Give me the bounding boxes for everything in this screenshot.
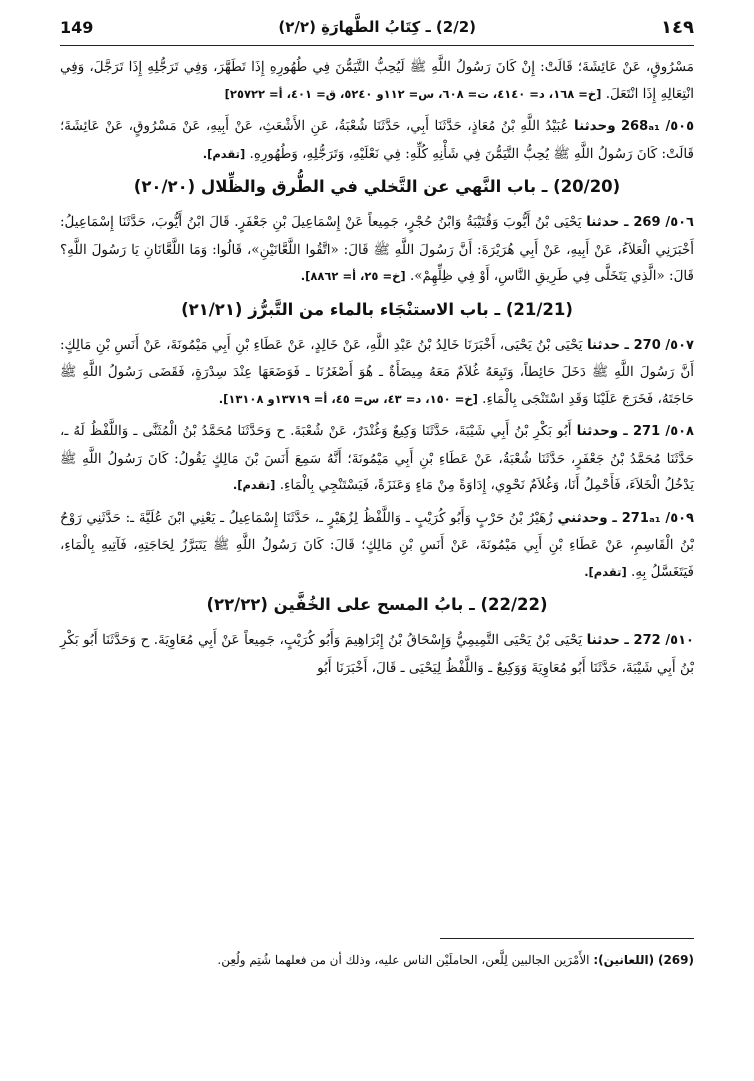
hadith-number: ٥٠٥/ 268ₐ₁ bbox=[621, 119, 695, 134]
footnote-number: (269) bbox=[657, 953, 694, 967]
chapter-heading: (20/20) ـ باب النَّهي عن التَّخلي في الطُّرق والظِّلال (٢٠/٢٠) bbox=[133, 177, 621, 196]
hadith-text: مَسْرُوقٍ، عَنْ عَائِشَةَ؛ قَالَتْ: إِنْ كَانَ رَسُولُ اللَّهِ ﷺ لَيُحِبُّ التَّيَمُّنَ فِي طُهُورِهِ إِذَا تَطَهَّرَ، وَفِي تَرَجُّلِهِ إِذَا تَرَجَّلَ، وَفِي انْتِعَالِهِ إِذَا انْتَعَلَ. bbox=[60, 59, 694, 102]
narration-keyword: حدثنا bbox=[586, 336, 621, 353]
hadith-number: ٥١٠/ 272 ـ bbox=[624, 633, 694, 648]
hadith-text: زُهَيْرُ بْنُ حَرْبٍ وَأَبُو كُرَيْبٍ ـ وَاللَّفْظُ لِزُهَيْرٍ ـ، حَدَّثَنَا إِسْمَاعِيلُ ـ يَعْنِي ابْنَ عُلَيَّةَ ـ: حَدَّثَنِي رَوْحُ بْنُ الْقَاسِمِ، عَنْ عَطَاءِ بْنِ أَبِي مَيْمُونَةَ، عَنْ أَنَسِ بْنِ مَالِكٍ؛ قَالَ: كَانَ رَسُولُ اللَّهِ ﷺ يَتَبَرَّزُ لِحَاجَتِهِ، فَآتِيهِ بِالْمَاءِ، فَيَتَغَسَّلُ بِهِ. bbox=[60, 509, 694, 580]
page-header bbox=[60, 10, 694, 44]
narration-keyword: وحدثني bbox=[557, 509, 608, 526]
footnote-term: (اللعانين): bbox=[593, 953, 655, 967]
footnote-text: الأَمْرَين الجالبين لِلَّعن، الحاملَيْن الناس عليه، وذلك أن من فعلهما شُتِم ولُعِن. bbox=[217, 953, 590, 967]
hadith-paragraph bbox=[60, 209, 694, 290]
hadith-paragraph bbox=[60, 418, 694, 499]
page-number-latin: 149 bbox=[60, 17, 94, 37]
narration-keyword: حدثنا bbox=[586, 632, 620, 648]
hadith-text: يَحْيَى بْنُ أَيُّوبَ وَقُتَيْبَةُ وَابْنُ حُجْرٍ، جَمِيعاً عَنْ إِسْمَاعِيلَ بْنِ جَعْفَرٍ. قَالَ ابْنُ أَيُّوبَ، حَدَّثَنَا إِسْمَاعِيلُ: أَخْبَرَنِي الْعَلاَءُ، عَنْ أَبِيهِ، عَنْ أَبِي هُرَيْرَةَ: أَنَّ رَسُولَ اللَّهِ ﷺ قَالَ: «اتَّقُوا اللَّعَّانَيْنِ»، قَالُوا: وَمَا اللَّعَّانَانِ يَا رَسُولَ اللَّهِ؟ قَالَ: «الَّذِي يَتَخَلَّى فِي طَرِيقِ النَّاسِ، أَوْ فِي ظِلِّهِمْ». bbox=[60, 214, 694, 284]
running-title: (2/2) ـ كِتَابُ الطَّهارَةِ (٢/٢) bbox=[278, 18, 476, 36]
source-reference: [تقدم]. bbox=[584, 564, 627, 579]
hadith-paragraph bbox=[60, 627, 694, 681]
narration-keyword: وحدثنا bbox=[576, 423, 619, 439]
footnote-rule bbox=[440, 938, 694, 939]
hadith-number: ٥٠٧/ 270 ـ bbox=[624, 337, 694, 353]
source-reference: [تقدم]. bbox=[202, 146, 246, 161]
continued-paragraph bbox=[60, 54, 694, 107]
hadith-number: ٥٠٦/ 269 ـ bbox=[624, 215, 694, 230]
hadith-text: يَحْيَى بْنُ يَحْيَى التَّمِيمِيُّ وَإِسْحَاقُ بْنُ إِبْرَاهِيمَ وَأَبُو كُرَيْبٍ، جَمِيعاً عَنْ أَبِي مُعَاوِيَةَ. ح وَحَدَّثَنَا أَبُو بَكْرِ بْنُ أَبِي شَيْبَةَ، حَدَّثَنَا أَبُو مُعَاوِيَةَ وَوَكِيعٌ ـ وَاللَّفْظُ لِيَحْيَى ـ قَالَ، أَخْبَرَنَا أَبُو bbox=[60, 632, 694, 676]
source-reference: [خ= ٢٥، أ= ٨٨٦٢]. bbox=[300, 269, 406, 283]
narration-keyword: حدثنا bbox=[586, 214, 620, 230]
source-reference: [خ= ١٦٨، د= ٤١٤٠، ت= ٦٠٨، س= ١١٢و ٥٢٤٠، ق= ٤٠١، أ= ٢٥٧٢٢] bbox=[224, 86, 602, 101]
hadith-text: عُبَيْدُ اللَّهِ بْنُ مُعَاذٍ، حَدَّثَنَا أَبِي، حَدَّثَنَا شُعْبَةُ، عَنِ الأَشْعَثِ، عَنْ أَبِيهِ، عَنْ مَسْرُوقٍ، عَنْ عَائِشَةَ؛ قَالَتْ: كَانَ رَسُولُ اللَّهِ ﷺ يُحِبُّ التَّيَمُّنَ فِي شَأْنِهِ كُلِّهِ: فِي نَعْلَيْهِ، وَتَرَجُّلِهِ، وَطُهُورِهِ. bbox=[60, 118, 694, 162]
hadith-paragraph bbox=[60, 505, 694, 586]
footnote bbox=[60, 950, 694, 970]
header-rule bbox=[60, 45, 694, 46]
source-reference: [خ= ١٥٠، د= ٤٣، س= ٤٥، أ= ١٣٧١٩و ١٣١٠٨]. bbox=[218, 391, 478, 406]
hadith-text: أَبُو بَكْرِ بْنُ أَبِي شَيْبَةَ، حَدَّثَنَا وَكِيعٌ وَغُنْدَرٌ، عَنْ شُعْبَةَ. ح وَحَدَّثَنَا مُحَمَّدُ بْنُ الْمُثَنَّى ـ وَاللَّفْظُ لَهُ ـ، حَدَّثَنَا مُحَمَّدُ بْنُ جَعْفَرٍ، حَدَّثَنَا شُعْبَةُ، عَنْ عَطَاءِ بْنِ أَبِي مَيْمُونَةَ؛ أَنَّهُ سَمِعَ أَنَسَ بْنَ مَالِكٍ يَقُولُ: كَانَ رَسُولُ اللَّهِ ﷺ يَدْخُلُ الْخَلاَءَ، فَأَحْمِلُ أَنَا، وَغُلاَمٌ نَحْوِي، إِدَاوَةً مِنْ مَاءٍ وَعَنَزَةً، فَيَسْتَنْجِي بِالْمَاءِ. bbox=[60, 423, 694, 493]
hadith-paragraph bbox=[60, 332, 694, 413]
narration-keyword: وحدثنا bbox=[574, 118, 616, 134]
source-reference: [تقدم]. bbox=[232, 478, 276, 492]
chapter-heading: (21/21) ـ باب الاستنْجَاء بالماء من التَّبرُّز (٢١/٢١) bbox=[181, 299, 573, 319]
hadith-text: يَحْيَى بْنُ يَحْيَى، أَخْبَرَنَا خَالِدُ بْنُ عَبْدِ اللَّهِ، عَنْ خَالِدٍ، عَنْ عَطَاءِ بْنِ أَبِي مَيْمُونَةَ، عَنْ أَنَسِ بْنِ مَالِكٍ: أَنَّ رَسُولَ اللَّهِ ﷺ دَخَلَ حَائِطاً، وَتَبِعَهُ غُلاَمٌ مَعَهُ مِيضَأَةٌ ـ هُوَ أَصْغَرُنَا ـ فَوَضَعَهَا عِنْدَ سِدْرَةٍ، فَقَضَى رَسُولُ اللَّهِ ﷺ حَاجَتَهُ، فَخَرَجَ عَلَيْنَا وَقَدِ اسْتَنْجَى بِالْمَاءِ. bbox=[60, 336, 694, 407]
chapter-heading: (22/22) ـ بابُ المسح على الخُفَّين (٢٢/٢٢) bbox=[206, 595, 548, 614]
hadith-paragraph bbox=[60, 113, 694, 167]
hadith-number: ٥٠٨/ 271 ـ bbox=[623, 424, 694, 439]
main-text bbox=[60, 54, 694, 687]
hadith-number: ٥٠٩/ 271ₐ₁ ـ bbox=[612, 510, 694, 526]
page-number-arabic: ١٤٩ bbox=[661, 16, 694, 38]
